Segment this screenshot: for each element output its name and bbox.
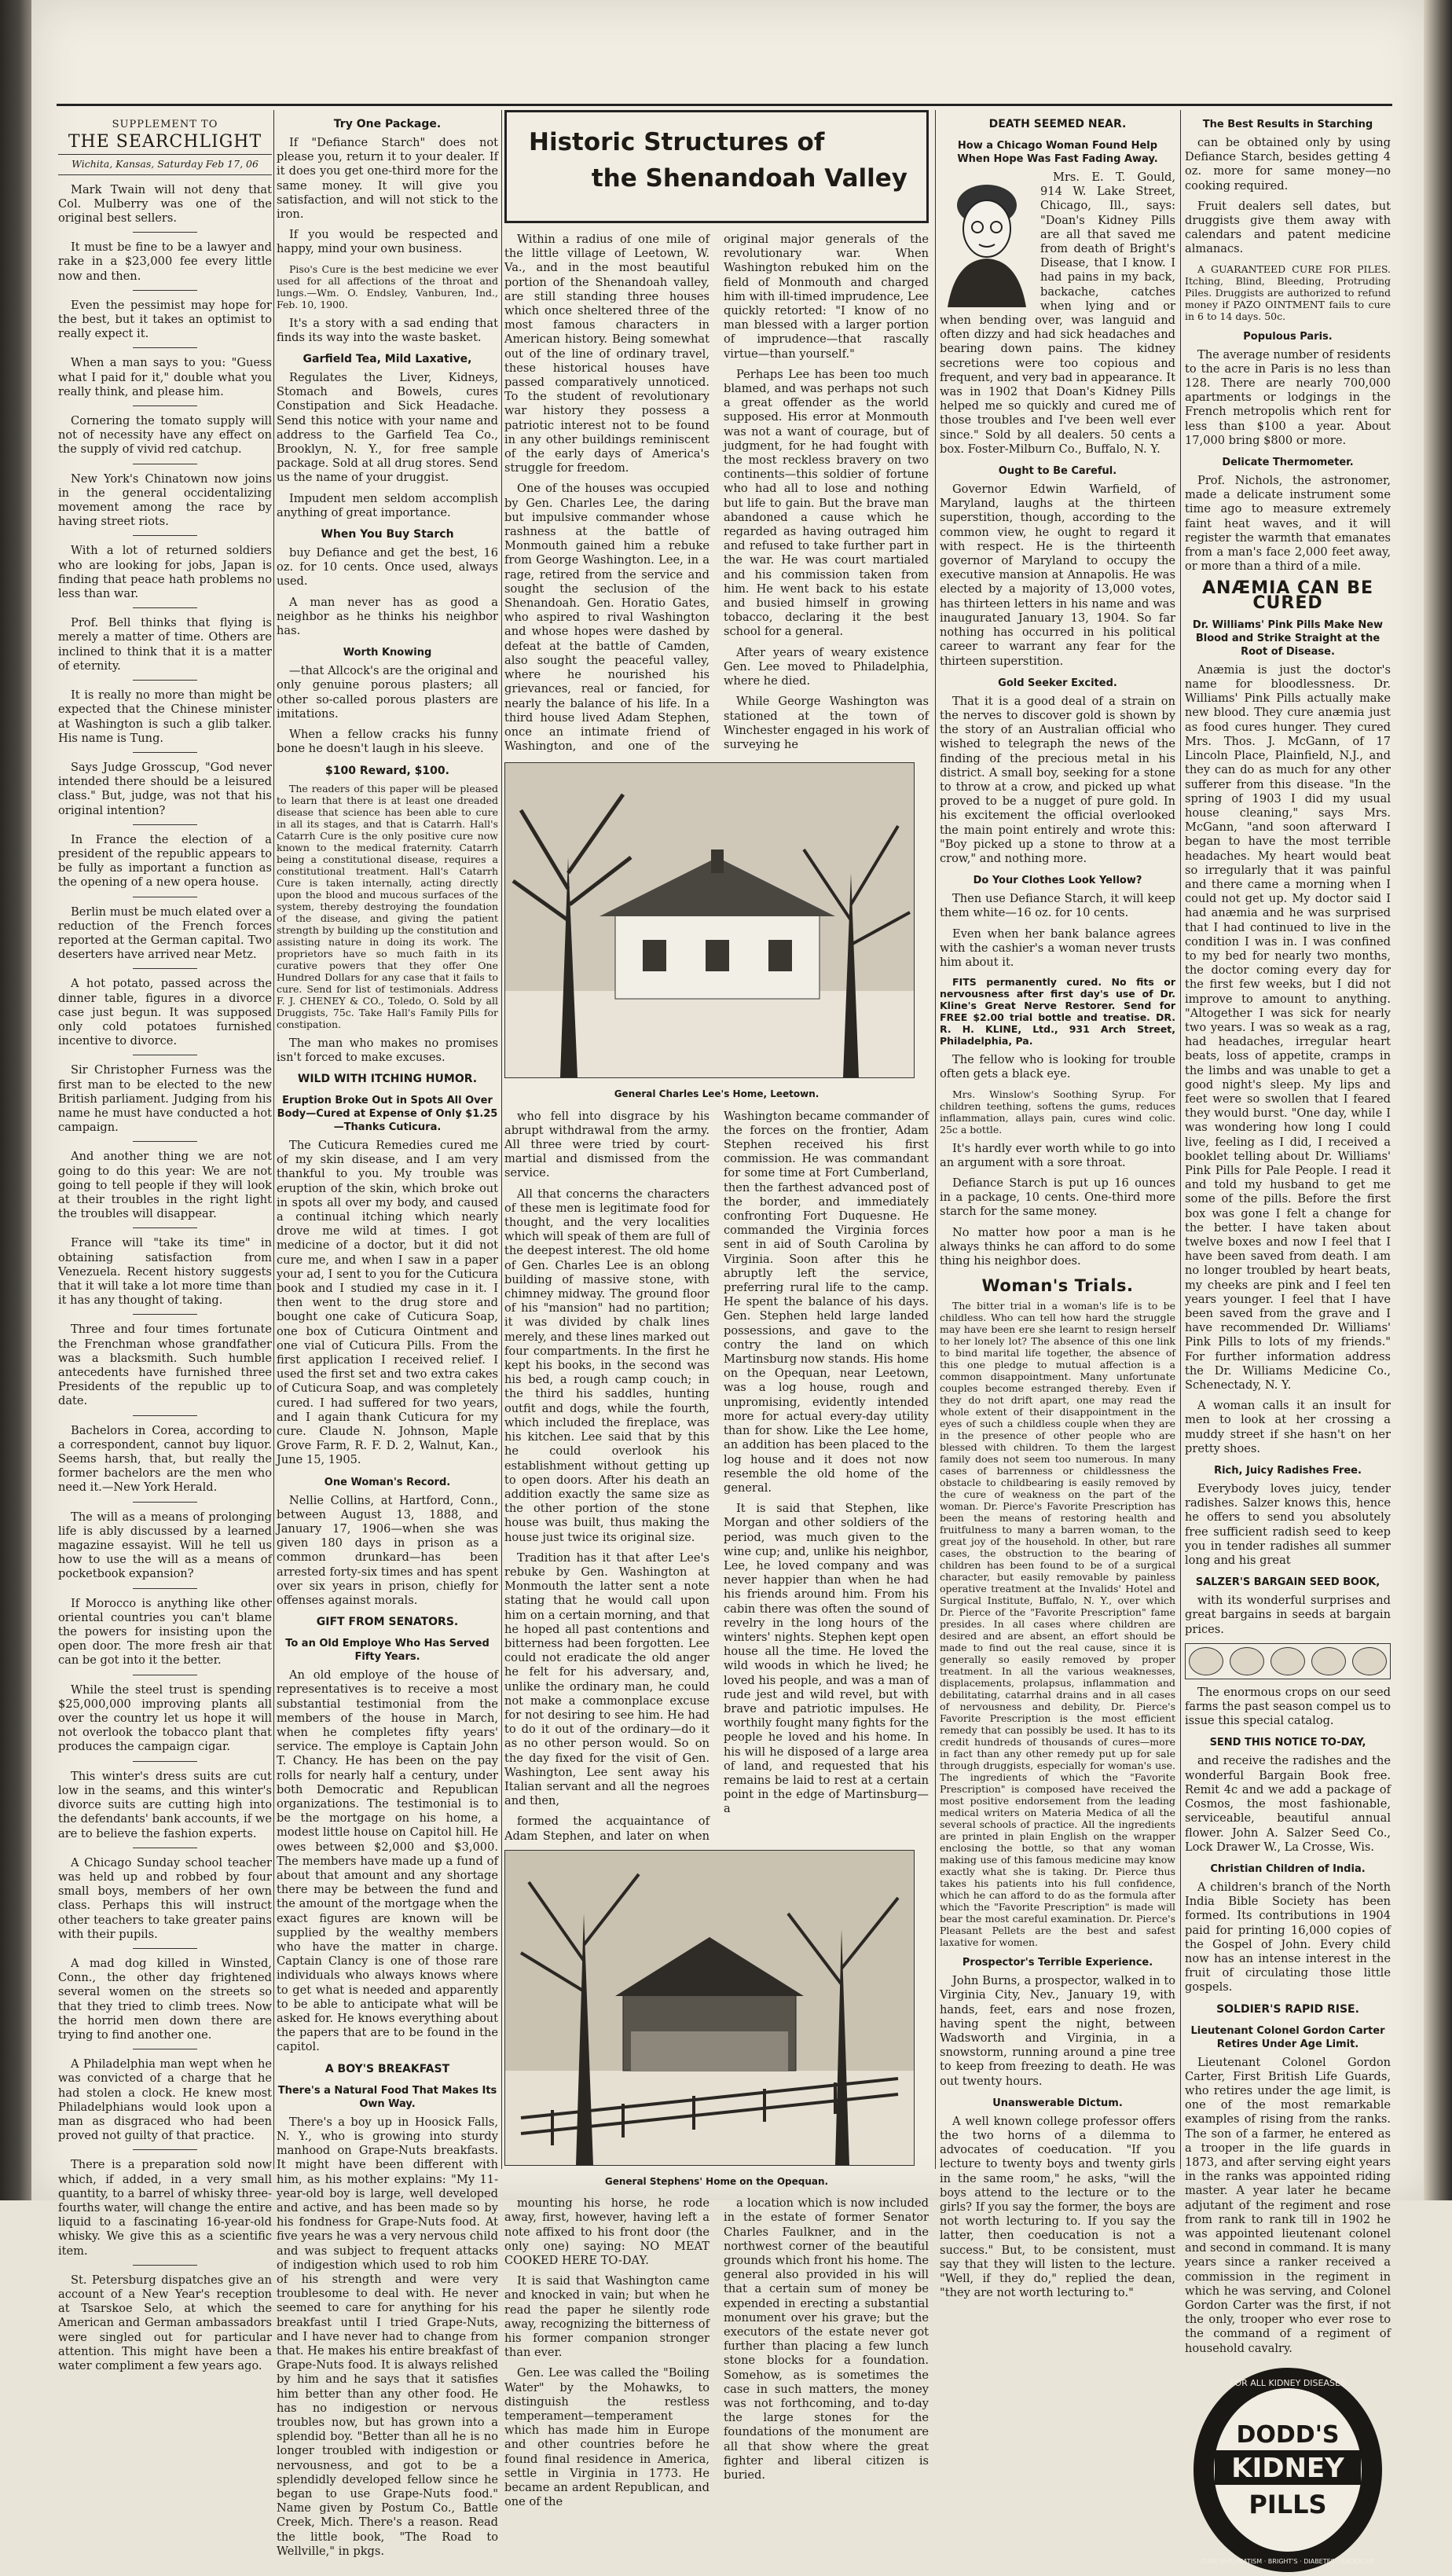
house-porch: [631, 2031, 788, 2071]
paragraph: FITS permanently cured. No fits or nervousness after first day's use of Dr. Kline's Great Nerve Restorer. Send for FREE $2.00 trial bottle and treatise. DR. R. H. KLINE, Ltd., 931 Arch Street, Philadelphia, Pa.: [940, 976, 1175, 1048]
separator-rule: [133, 1227, 197, 1228]
separator-rule: [133, 1314, 197, 1315]
paragraph: Regulates the Liver, Kidneys, Stomach and Bowels, cures Constipation and Sick Headache. Send this notice with your name and address to the Garfield Tea Co., Brooklyn, N. Y., for free sample package. Sold at all drug stores. Send us the name of your druggist.: [277, 371, 498, 485]
ring-text-top: FOR ALL KIDNEY DISEASES: [1230, 2377, 1346, 2388]
top-rule: [57, 104, 1392, 106]
paragraph: with its wonderful surprises and great bargains in seeds at bargain prices.: [1185, 1594, 1391, 1636]
subheading: SEND THIS NOTICE TO-DAY,: [1209, 1737, 1366, 1749]
paragraph: No matter how poor a man is he always thinks he can afford to do some thing his neighbor does.: [940, 1225, 1175, 1268]
dateline: Wichita, Kansas, Saturday Feb 17, 06: [58, 154, 272, 174]
paragraph: There is a preparation sold now which, if added, in a very small quantity, to a barrel of whisky three-fourths water, will change the entire liquid to a fascinating 16-year-old whisky. We give this as a scientific item.: [58, 2158, 272, 2258]
paragraph: Even the pessimist may hope for the best, but it takes an optimist to really expect it.: [58, 298, 272, 341]
lee-home-photo: [504, 762, 915, 1078]
heading: One Woman's Record.: [324, 1476, 451, 1488]
paragraph: Says Judge Grosscup, "God never intended there should be a leisured class." But, judge, was not that his original intention?: [58, 760, 272, 817]
subheading: Lieutenant Colonel Gordon Carter Retires Under Age Limit.: [1190, 2024, 1385, 2050]
paragraph: It's a story with a sad ending that finds its way into the waste basket.: [277, 316, 498, 344]
paragraph: Mark Twain will not deny that Col. Mulberry was one of the original best sellers.: [58, 182, 272, 226]
subheading: SALZER'S BARGAIN SEED BOOK,: [1195, 1576, 1380, 1589]
paragraph: Governor Edwin Warfield, of Maryland, laughs at the thirteen superstition, though, according to the common view, he ought to regard it with respect. He is the thirteenth governor of Maryland to occupy the executive mansion at Annapolis. He was elected by a majority of 13,000 votes, has thirteen letters in his name and was inaugurated January 13, 1904. So far nothing has occurred in his political career to warrant any fear for the thirteen superstition.: [940, 483, 1175, 668]
separator-rule: [133, 405, 197, 406]
separator-rule: [133, 824, 197, 825]
heading: Populous Paris.: [1243, 330, 1333, 343]
paragraph: The bitter trial in a woman's life is to be childless. Who can tell how hard the struggle may have been ere she learnt to resign herself to her lonely lot? The absence of this one link to bind marital life together, the absence of this one pledge to mutual affection is a common disappointment. Many unfortunate couples become estranged thereby. Even if they do not drift apart, one may read the whole extent of their disappointment in the eyes of such a childless couple when they are in the presence of other people who are blessed with children. To them the largest family does not seem too numerous. In many cases of barrenness or childlessness the obstacle to childbearing is easily removed by the cure of weakness on the part of the woman. Dr. Pierce's Favorite Prescription has been the means of restoring health and fruitfulness to many a barren woman, to the great joy of the household. In other, but rare cases, the obstruction to the bearing of children has been found to be of a surgical character, but easily removable by painless operative treatment at the Invalids' Hotel and Surgical Institute, Buffalo, N. Y., over which Dr. Pierce of the "Favorite Prescription" fame presides. In all cases where children are desired and are absent, an effort should be made to find out the real cause, since it is generally so easily removed by proper treatment. In all the various weaknesses, displacements, prolapsus, inflammation and debilitating, catarrhal drains and in all cases of nervousness and debility, Dr. Pierce's Favorite Prescription is the most efficient remedy that can possibly be used. It has to its credit hundreds of thousands of cures—more in fact than any other remedy put up for sale through druggists, especially for woman's use. The ingredients of which the "Favorite Prescription" is composed have received the most positive endorsement from the leading medical writers on Materia Medica of all the several schools of practice. All the ingredients are printed in plain English on the wrapper enclosing the bottle, so that any woman making use of this famous medicine may know exactly what she is taking. Dr. Pierce thus takes his patients into his full confidence, which he can afford to do as the formula after which the "Favorite Prescription" is made will bear the most careful examination. Dr. Pierce's Pleasant Pellets are the best and safest laxative for women.: [940, 1300, 1175, 1949]
heading: Worth Knowing: [343, 647, 432, 659]
article-text-bottom: [504, 2196, 929, 2509]
paragraph: A children's branch of the North India Bible Society has been formed. Its contributions in 1904 paid for printing 16,000 copies of the Gospel of John. Every child now has an intense interest in the fruit of circulating those little gospels.: [1185, 1880, 1391, 1994]
paragraph: Lieutenant Colonel Gordon Carter, First British Life Guards, who retires under the age limit, is one of the most remarkable examples of rising from the ranks. The son of a farmer, he entered as a trooper in the life guards in 1873, and after serving eight years in the ranks was appointed riding master. A year later he became adjutant of the regiment and rose from rank to rank till in 1902 he was appointed lieutenant colonel and second in command. It is many years since a ranker received a commission in the regiment in which he was serving, and Colonel Gordon Carter was the first, if not the only, trooper who ever rose to the command of a regiment of household cavalry.: [1185, 2055, 1391, 2355]
seed-illustrations: [1185, 1643, 1391, 1679]
kidney-word: KIDNEY: [1231, 2452, 1344, 2484]
column-ads-center: [940, 110, 1175, 2300]
heading: GIFT FROM SENATORS.: [316, 1616, 459, 1629]
paragraph: and receive the radishes and the wonderful Bargain Book free. Remit 4c and we add a package of Cosmos, the most fashionable, serviceable, beautiful annual flower. John A. Salzer Seed Co., Lock Drawer W., La Crosse, Wis.: [1185, 1754, 1391, 1854]
separator-rule: [133, 2265, 197, 2266]
heading: SOLDIER'S RAPID RISE.: [1216, 2002, 1359, 2016]
paragraph-list: [58, 183, 272, 2374]
column-divider: [935, 110, 936, 2169]
column-paragraphs: [58, 110, 272, 2372]
paragraph: If you would be respected and happy, mind your own business.: [277, 228, 498, 256]
paragraph: An old employe of the house of representatives is to receive a most substantial testimonial from the members of the house in March, when he completes fifty years' service. The employe is Captain John T. Chancy. He has been on the pay rolls for nearly half a century, under both Democratic and Republican organizations. The testimonial is to be the mortgage on his home, a modest little house on Capitol hill. He owes between $2,000 and $3,000. The members have made up a fund of about that amount and any shortage there may be between the fund and the amount of the mortgage when the exact figures are known will be supplied by the wealthy members who have the matter in charge. Captain Clancy is one of those rare individuals who always knows where to get what is needed and apparently to be able to anticipate what will be asked for. He knows everything about the papers that are to be found in the capitol.: [277, 1668, 498, 2054]
paragraph: A hot potato, passed across the dinner table, figures in a divorce case just begun. It was supposed only cold potatoes furnished incentive to divorce.: [58, 977, 272, 1048]
separator-rule: [133, 1415, 197, 1416]
paragraph: This winter's dress suits are cut low in the seams, and this winter's divorce suits are cutting high into the defendants' bank accounts, if we are to believe the fashion experts.: [58, 1769, 272, 1840]
paragraph: It is said that Stephen, like Morgan and other soldiers of the period, was much given to the wine cup; and, unlike his neighbor, Lee, he loved company and was never happier than when he had his friends around him. From his cabin there was often the sound of revelry in the long hours of the winters' nights. Stephen kept open house all the time. He loved the wild woods in which he lived; he loved his people, and was a man of rude jest and wild revel, but with brave and patriotic impulses. He worthily fought many fights for the people he loved and his home. In his will he disposed of a large area of land, and requested that his remains be laid to rest at a certain point in the edge of Martinsburg—a: [724, 1502, 929, 1816]
paragraph: New York's Chinatown now joins in the general occidentalizing movement among the race by having street riots.: [58, 472, 272, 529]
paragraph: Perhaps Lee has been too much blamed, and was perhaps not such a great offender as the world supposed. His error at Monmouth was not a want of courage, but of judgment, for he had fought with the most reckless bravery on two continents—this soldier of fortune who had all to lose and nothing but life to gain. But the brave man abandoned a cause which he regarded as having outraged him and refused to take further part in the war. He was court martialed and his commission taken from him. He went back to his estate and busied himself in growing tobacco, declaring it the best school for a general.: [724, 367, 929, 639]
paragraph: A woman calls it an insult for men to look at her crossing a muddy street if she hasn't on her pretty shoes.: [1185, 1399, 1391, 1455]
paragraph: A mad dog killed in Winsted, Conn., the other day frightened several women on the streets so that they tried to climb trees. Now the horrid men down there are trying to find another one.: [58, 1956, 272, 2042]
feature-article: [504, 110, 929, 2509]
paragraph: And another thing we are not going to do this year: We are not going to tell people if they will look at their troubles in the right light the troubles will disappear.: [58, 1150, 272, 1221]
house-window: [643, 940, 666, 971]
ring-text-bottom: CURE RHEUMATISM · BRIGHT'S · DIABETES · BACKACHE: [1201, 2557, 1375, 2565]
paragraph: Fruit dealers sell dates, but druggists give them away with calendars and patent medicine almanacs.: [1185, 199, 1391, 256]
stephens-home-photo: [504, 1850, 915, 2166]
masthead-title: THE SEARCHLIGHT: [68, 132, 262, 152]
separator-rule: [133, 1502, 197, 1503]
paragraph: Nellie Collins, at Hartford, Conn., between August 13, 1888, and January 17, 1906—when she was given 180 days in prison as a common drunkard—has been arrested forty-six times and has spent over six years in prison, chiefly for offenses against morals.: [277, 1493, 498, 1607]
heading: When You Buy Starch: [321, 528, 454, 541]
subheading: There's a Natural Food That Makes Its Own Way.: [277, 2084, 497, 2110]
paragraph: It must be fine to be a lawyer and rake in a $23,000 fee every little now and then.: [58, 240, 272, 283]
paragraph: With a lot of returned soldiers who are looking for jobs, Japan is finding that peace hath problems no less than war.: [58, 544, 272, 601]
paragraph: Then use Defiance Starch, it will keep them white—16 oz. for 10 cents.: [940, 892, 1175, 920]
article-text-middle: [504, 1110, 929, 1844]
separator-rule: [133, 347, 197, 348]
house-chimney: [711, 849, 724, 873]
paragraph: Three and four times fortunate the Frenchman whose grandfather was a blacksmith. Such humble antecedents have furnished three Presidents of the republic up to date.: [58, 1323, 272, 1408]
heading: Woman's Trials.: [981, 1276, 1134, 1296]
paragraph: mounting his horse, he rode away, first, however, having left a note affixed to his front door (the only one) saying: NO MEAT COOKED HERE TO-DAY.: [504, 2196, 710, 2267]
paragraph: A Philadelphia man wept when he was convicted of a charge that he had stolen a clock. He knew most Philadelphians would look upon a man as disgraced who had been proved not guilty of that practice.: [58, 2057, 272, 2143]
paragraph: Berlin must be much elated over a reduction of the French forces reported at the German capital. Two deserters have arrived near Metz.: [58, 905, 272, 962]
feature-title-line2: the Shenandoah Valley: [591, 164, 908, 193]
seed-icon: [1189, 1647, 1223, 1675]
paragraph: Piso's Cure is the best medicine we ever used for all affections of the throat and lungs.—Wm. O. Endsley, Vanburen, Ind., Feb. 10, 1900.: [277, 262, 498, 310]
heading: Prospector's Terrible Experience.: [962, 1957, 1153, 1969]
heading: The Best Results in Starching: [1202, 119, 1373, 130]
paragraph: When a man says to you: "Guess what I paid for it," double what you really think, and please him.: [58, 356, 272, 398]
paragraph: formed the acquaintance of Adam Stephen, and later on when Washington became commander of the forces on the frontier, Adam Stephen received his first commission. He was commandant for some time at Fort Cumberland, then the farthest advanced post of the border, and immediately confronting Fort Duquesne. He commanded the Virginia forces sent in aid of South Carolina by Virginia. Soon after this he abruptly left the service, preferring rural life to the camp. He spent the balance of his days. Gen. Stephen held large landed possessions, and gave to the contry the land on which Martinsburg now stands. His home on the Opequan, near Leetown, was a log house, rough and unpromising, evidently intended more for actual every-day utility than for show. Like the Lee home, an addition has been placed to the log house and it does not now resemble the old home of the general.: [504, 1109, 929, 1843]
paragraph: The man who makes no promises isn't forced to make excuses.: [277, 1036, 498, 1064]
paragraph: A well known college professor offers the two horns of a dilemma to advocates of coeducation. "If you lecture to twenty boys and twenty girls in the same room," he asks, "will the boys attend to the lecture or to the girls? If you say the former, the boys are not worth lecturing to. If you say the latter, then coeducation is not a success." But, to be consistent, must say that they will listen to the lecture. "Well, if they do," replied the dean, "they are not worth lecturing to.": [940, 2114, 1175, 2300]
heading: Ought to Be Careful.: [998, 465, 1117, 478]
column-ads-left: [277, 110, 498, 2558]
paragraph: Defiance Starch is put up 16 ounces in a package, 10 cents. One-third more starch for the same money.: [940, 1176, 1175, 1219]
paragraph: The enormous crops on our seed farms the past season compel us to issue this special catalog.: [1185, 1685, 1391, 1728]
article-text-top: [504, 233, 929, 756]
paragraph: The fellow who is looking for trouble often gets a black eye.: [940, 1053, 1175, 1081]
paragraph: The will as a means of prolonging life is ably discussed by a learned magazine essayist. Will he tell us how to use the will as a means of pocketbook expansion?: [58, 1510, 272, 1581]
separator-rule: [133, 2149, 197, 2150]
paragraph: While the steel trust is spending $25,000,000 improving plants all over the country let us hope it will not overlook the tobacco plant that produces the campaign cigar.: [58, 1682, 272, 1754]
paragraph: a location which is now included in the estate of former Senator Charles Faulkner, and in the northwest corner of the beautiful grounds which front his home. The general also provided in his will that a certain sum of money be expended in erecting a substantial monument over his grave; but the executors of the estate never got further than placing a few lunch stone blocks for a foundation. Somehow, as is sometimes the case in such matters, the money was not forthcoming, and to-day the large stones for the foundations of the monument are all that show where the great fighter and liberal citizen is buried.: [724, 2196, 929, 2482]
paragraph: One of the houses was occupied by Gen. Charles Lee, the daring but impulsive commander whose rashness at the battle of Monmouth gained him a rebuke from George Washington. Lee, in a rage, retired from the service and sought the seclusion of the Shenandoah. Gen. Horatio Gates, who aspired to rival Washington and whose hopes were dashed by defeat at the battle of Camden, also sought the peaceful valley, where he nourished his grievances, real or fancied, for nearly the balance of his life. In a third house lived Adam Stephen, once an intimate friend of Washington, and one of the original major generals of the revolutionary war. When Washington rebuked him on the field of Monmouth and charged him with ill-timed imprudence, Lee quickly retorted: "I know of no man blessed with a larger portion of imprudence—that rascally virtue—than yourself.": [504, 233, 929, 754]
feature-title-line1: Historic Structures of: [529, 128, 825, 156]
paragraph: Impudent men seldom accomplish anything of great importance.: [277, 491, 498, 519]
paragraph: All that concerns the characters of these men is legitimate food for thought, and the very localities which will speak of them are full of the deepest interest. The old home of Gen. Charles Lee is an oblong building of massive stone, with chimney midway. The ground floor of his "mansion" had no partition; it was divided by chalk lines merely, and these lines marked out four compartments. In the first he kept his books, in the second was his bed, a rough camp couch; in the third his saddles, hunting outfit and dogs, while the fourth, which included the fireplace, was his kitchen. Lee said that by this he could overlook his establishment without getting up to open doors. After his death an addition exactly the same size as the other portion of the stone house was built, thus making the house just twice its original size.: [504, 1187, 710, 1544]
paragraph: A GUARANTEED CURE FOR PILES. Itching, Blind, Bleeding, Protruding Piles. Druggists are authorized to refund money if PAZO OINTMENT fails to cure in 6 to 14 days. 50c.: [1185, 262, 1391, 322]
heading: Gold Seeker Excited.: [998, 677, 1117, 689]
paragraph: That it is a good deal of a strain on the nerves to discover gold is shown by the story of an Australian official who wished to telegraph the news of the finding of the precious metal in his district. A small boy, seeking for a stone to throw at a crow, and picked up what proved to be a nugget of pure gold. In his excitement the official overlooked the main point entirely and wrote this: "Boy picked up a stone to throw at a crow," and nothing more.: [940, 694, 1175, 865]
seed-icon: [1230, 1647, 1264, 1675]
house-window: [768, 940, 792, 971]
photo-caption: General Charles Lee's Home, Leetown.: [614, 1088, 820, 1100]
seed-icon: [1311, 1647, 1346, 1675]
paragraph: If "Defiance Starch" does not please you, return it to your dealer. If it does you get one-third more for the same money. It will give you satisfaction, and will not stick to the iron.: [277, 136, 498, 222]
column-divider: [501, 110, 502, 2169]
paragraph: The readers of this paper will be pleased to learn that there is at least one dreaded disease that science has been able to cure in all its stages, and that is Catarrh. Hall's Catarrh Cure is the only positive cure now known to the medical fraternity. Catarrh being a constitutional disease, requires a constitutional treatment. Hall's Catarrh Cure is taken internally, acting directly upon the blood and mucous surfaces of the system, thereby destroying the foundation of the disease, and giving the patient strength by building up the constitution and assisting nature in doing its work. The proprietors have so much faith in its curative powers that they offer One Hundred Dollars for any case that it fails to cure. Send for list of testimonials. Address F. J. CHENEY & CO., Toledo, O. Sold by all Druggists, 75c. Take Hall's Family Pills for constipation.: [277, 782, 498, 1030]
paragraph: While George Washington was stationed at the town of Winchester engaged in his work of surveying he: [724, 695, 929, 751]
paragraph: The Cuticura Remedies cured me of my skin disease, and I am very thankful to you. My trouble was eruption of the skin, which broke out in spots all over my body, and caused a continual itching which nearly drove me wild at times. I got medicine of a doctor, but it did not cure me, and when I saw in a paper your ad, I sent to you for the Cuticura book and I studied my case in it. I then went to the drug store and bought one cake of Cuticura Soap, one box of Cuticura Ointment and one vial of Cuticura Pills. From the first application I received relief. I used the first set and two extra cakes of Cuticura Soap, and was completely cured. I had suffered for two years, and I again thank Cuticura for my cure. Claude N. Johnson, Maple Grove Farm, R. F. D. 2, Walnut, Kan., June 15, 1905.: [277, 1138, 498, 1467]
separator-rule: [133, 968, 197, 969]
heading: $100 Reward, $100.: [325, 764, 449, 777]
paragraph: Anæmia is just the doctor's name for bloodlessness. Dr. Williams' Pink Pills actually make new blood. They cure anæmia just as food cures hunger. They cured Mrs. Thos. J. McGann, of 17 Lincoln Place, Plainfield, N.J., and they can do as much for any other sufferer from this disease. "In the spring of 1903 I did my usual house cleaning," says Mrs. McGann, "and soon afterward I began to have the most terrible headaches. My heart would beat so irregularly that it was painful and there came a morning when I could not get up. My doctor said I had anæmia and he was surprised that I had continued to live in the condition I was in. I was confined to my bed for nearly two months, the doctor coming every day for the first few weeks, but I did not improve to amount to anything. "Altogether I was sick for nearly two years. I was so weak as a rag, had headaches, irregular heart beats, loss of appetite, cramps in the limbs and was unable to get a good night's sleep. My lips and feet were so swollen that I feared they would burst. "One day, while I was wondering how long I could live, feeling as I did, I received a booklet telling about Dr. Williams' Pink Pills for Pale People. I read it and told my husband to get me some of the pills. Before the first box was gone I felt a change for the better. I have taken about twelve boxes and now I feel that I have been saved from death. I am no longer troubled by heart beats, my cheeks are pink and I feel ten years younger. I feel that I have been saved from the grave and I have recommended Dr. Williams' Pink Pills to lots of my friends." For further information address the Dr. Williams Medicine Co., Schenectady, N. Y.: [1185, 662, 1391, 1393]
house-window: [706, 940, 729, 971]
paragraph: Prof. Bell thinks that flying is merely a matter of time. Others are inclined to think that it is a matter of eternity.: [58, 616, 272, 673]
heading: Unanswerable Dictum.: [992, 2097, 1123, 2109]
heading: Delicate Thermometer.: [1222, 457, 1354, 469]
paragraph: In France the election of a president of the republic appears to be fully as important a function as the opening of a new opera house.: [58, 832, 272, 890]
paragraph: Bachelors in Corea, according to a correspondent, cannot buy liquor. Seems harsh, that, but really the former bachelors are the men who need it.—New York Herald.: [58, 1423, 272, 1495]
paragraph: When a fellow cracks his funny bone he doesn't laugh in his sleeve.: [277, 728, 498, 756]
pills-word: PILLS: [1248, 2489, 1327, 2519]
seed-icon: [1270, 1647, 1305, 1675]
separator-rule: [133, 290, 197, 291]
paragraph: Mrs. E. T. Gould, 914 W. Lake Street, Chicago, Ill., says: "Doan's Kidney Pills are all that saved me from death of Bright's Disease, that I know. I had pains in my back, backache, catches when lying and or when bending over, was languid and often dizzy and had sick headaches and bearing down pains. The kidney secretions were too copious and frequent, and very bad in appearance. It was in 1902 that Doan's Kidney Pills helped me so quickly and cured me of those troubles and I've been well ever since." Sold by all dealers. 50 cents a box. Foster-Milburn Co., Buffalo, N. Y.: [940, 171, 1175, 456]
paragraph: Mrs. Winslow's Soothing Syrup. For children teething, softens the gums, reduces inflammation, allays pain, cures wind colic. 25c a bottle.: [940, 1088, 1175, 1136]
paragraph: Sir Christopher Furness was the first man to be elected to the new British parliament. Judging from his name he must have conducted a hot campaign.: [58, 1063, 272, 1135]
separator-rule: [133, 1948, 197, 1949]
paragraph: Even when her bank balance agrees with the cashier's a woman never trusts him about it.: [940, 927, 1175, 969]
column-divider: [1180, 110, 1181, 2169]
dodds-word: DODD'S: [1236, 2420, 1340, 2449]
subheading: Dr. Williams' Pink Pills Make New Blood and Strike Straight at the Root of Disease.: [1192, 618, 1384, 658]
seed-icon: [1352, 1647, 1387, 1675]
heading: DEATH SEEMED NEAR.: [988, 118, 1127, 130]
separator-rule: [133, 1588, 197, 1589]
heading: WILD WITH ITCHING HUMOR.: [297, 1072, 478, 1085]
heading: Christian Children of India.: [1210, 1862, 1366, 1875]
page-gutter-right: [1424, 0, 1452, 2200]
heading: Garfield Tea, Mild Laxative,: [302, 353, 472, 366]
supplement-label: SUPPLEMENT TO: [112, 119, 218, 130]
paragraph: France will "take its time" in obtaining satisfaction from Venezuela. Recent history suggests that it will take a lot more time than it has any thought of taking.: [58, 1236, 272, 1308]
paragraph: If Morocco is anything like other oriental countries you can't blame the powers for insisting upon the open door. The more fresh air that can be got into it the better.: [58, 1596, 272, 1668]
paragraph: Gen. Lee was called the "Boiling Water" by the Mohawks, to distinguish the restless temperament—temperament which has made him in Europe and other countries before he found final residence in America, settle in Virginia in 1773. He became an ardent Republican, and one of the: [504, 2366, 710, 2509]
paragraph: A Chicago Sunday school teacher was held up and robbed by four small boys, members of her own class. Perhaps this will instruct other teachers to take greater pains with their pupils.: [58, 1855, 272, 1941]
separator-rule: [133, 752, 197, 753]
paragraph: Within a radius of one mile of the little village of Leetown, W. Va., and in the most beautiful portion of the Shenandoah valley, are still standing three houses which once sheltered three of the most famous characters in American history. Being somewhat out of the line of ordinary travel, these historical houses have passed comparatively unnoticed. To the student of revolutionary war history they possess a patriotic interest not to be found in any other buildings reminiscent of the early days of America's struggle for freedom.: [504, 233, 710, 475]
paragraph: Everybody loves juicy, tender radishes. Salzer knows this, hence he offers to send you absolutely free sufficient radish seed to keep you in tender radishes all summer long and his great: [1185, 1482, 1391, 1568]
paragraph: John Burns, a prospector, walked in to Virginia City, Nev., January 19, with hands, feet, ears and nose frozen, having spent the night, between Wadsworth and Virginia, in a snowstorm, running around a pine tree to keep from freezing to death. He was out twenty hours.: [940, 1974, 1175, 2088]
paragraph: Cornering the tomato supply will not of necessity have any effect on the supply of vivid red catchup.: [58, 414, 272, 457]
heading: Rich, Juicy Radishes Free.: [1214, 1465, 1362, 1477]
paragraph: It is said that Washington came and knocked in vain; but when he read the paper he silently rode away, recognizing the bitterness of his former companion stronger than ever.: [504, 2274, 710, 2360]
paragraph: A man never has as good a neighbor as he thinks his neighbor has.: [277, 595, 498, 638]
paragraph: There's a boy up in Hoosick Falls, N. Y., who is growing into sturdy manhood on Grape-Nuts breakfasts. It might have been different with him, as his mother explains: "My 11-year-old boy is large, well developed and active, and has been made so by his fondness for Grape-Nuts food. At five years he was a very nervous child and was subject to frequent attacks of indigestion which used to rob him of his strength and were very troublesome to deal with. He never seemed to care for anything for his breakfast until I tried Grape-Nuts, and I have never had to change from that. He makes his entire breakfast of Grape-Nuts food. It is always relished by him and he says that it satisfies him better than any other food. He has no indigestion or nervous troubles now, but has grown into a splendid boy. "Better than all he is no longer troubled with indigestion or nervousness, and got to be a splendidly developed fellow since he began to use Grape-Nuts food." Name given by Postum Co., Battle Creek, Mich. There's a reason. Read the little book, "The Road to Wellville," in pkgs.: [277, 2115, 498, 2558]
paragraph: who fell into disgrace by his abrupt withdrawal from the army. All three were tried by court-martial and dismissed from the service.: [504, 1109, 710, 1180]
separator-rule: [133, 607, 197, 608]
separator-rule: [133, 1141, 197, 1142]
paragraph: buy Defiance and get the best, 16 oz. for 10 cents. Once used, always used.: [277, 546, 498, 589]
paragraph: —that Allcock's are the original and only genuine porous plasters; all other so-called porous plasters are imitations.: [277, 664, 498, 721]
column-ads-right: [1185, 110, 1391, 2565]
separator-rule: [133, 1761, 197, 1762]
paragraph: St. Petersburg dispatches give an account of a New Year's reception at Tsarskoe Selo, at which the American and German ambassadors were singled out for particular attention. This might have been a water compliment a few years ago.: [58, 2273, 272, 2372]
subheading: Eruption Broke Out in Spots All Over Body—Cured at Expense of Only $1.25—Thanks Cuticura.: [277, 1094, 498, 1133]
photo-caption: General Stephens' Home on the Opequan.: [604, 2175, 829, 2187]
feature-title-box: [504, 110, 929, 223]
separator-rule: [133, 535, 197, 536]
ad-headline: ANÆMIA CAN BE CURED: [1201, 578, 1374, 613]
heading: Do Your Clothes Look Yellow?: [973, 875, 1142, 887]
heading: A BOY'S BREAKFAST: [324, 2062, 450, 2075]
paragraph: Prof. Nichols, the astronomer, made a delicate instrument some time ago to measure extremely faint heat waves, and it will register the warmth that emanates from a man's face 2,000 feet away, or more than a third of a mile.: [1185, 474, 1391, 574]
dodds-kidney-pills-logo: [1190, 2364, 1386, 2576]
paragraph: After years of weary existence Gen. Lee moved to Philadelphia, where he died.: [724, 645, 929, 688]
subheading: How a Chicago Woman Found Help When Hope Was Fast Fading Away.: [957, 140, 1158, 165]
subheading: To an Old Employe Who Has Served Fifty Years.: [285, 1638, 490, 1664]
heading: Try One Package.: [333, 118, 442, 130]
separator-rule: [133, 680, 197, 681]
column-divider: [273, 110, 274, 2169]
paragraph: Tradition has it that after Lee's rebuke by Gen. Washington at Monmouth the latter sent a note stating that he would call upon him on a certain morning, and that he hoped all past contentions and bitterness had been forgotten. Lee could not eradicate the old anger he felt for his adversary, and, unlike the ordinary man, he could not make a commonplace excuse for not desiring to see him. He had to do it out of the ordinary—do it as no other person would. So on the day fixed for the visit of Gen. Washington, Lee sent away his Italian servant and all the negroes and then,: [504, 1550, 710, 1808]
paragraph: It's hardly ever worth while to go into an argument with a sore throat.: [940, 1141, 1175, 1169]
woman-portrait: [940, 174, 1034, 307]
paragraph: can be obtained only by using Defiance Starch, besides getting 4 oz. more for same money—no cooking required.: [1185, 136, 1391, 193]
separator-rule: [133, 232, 197, 233]
paragraph: It is really no more than might be expected that the Chinese minister at Washington is such a glib talker. His name is Tung.: [58, 688, 272, 745]
paragraph: The average number of residents to the acre in Paris is no less than 128. There are nearly 700,000 apartments or lodgings in the French metropolis which rent for less than $100 a year. About 17,000 bring $800 or more.: [1185, 347, 1391, 447]
